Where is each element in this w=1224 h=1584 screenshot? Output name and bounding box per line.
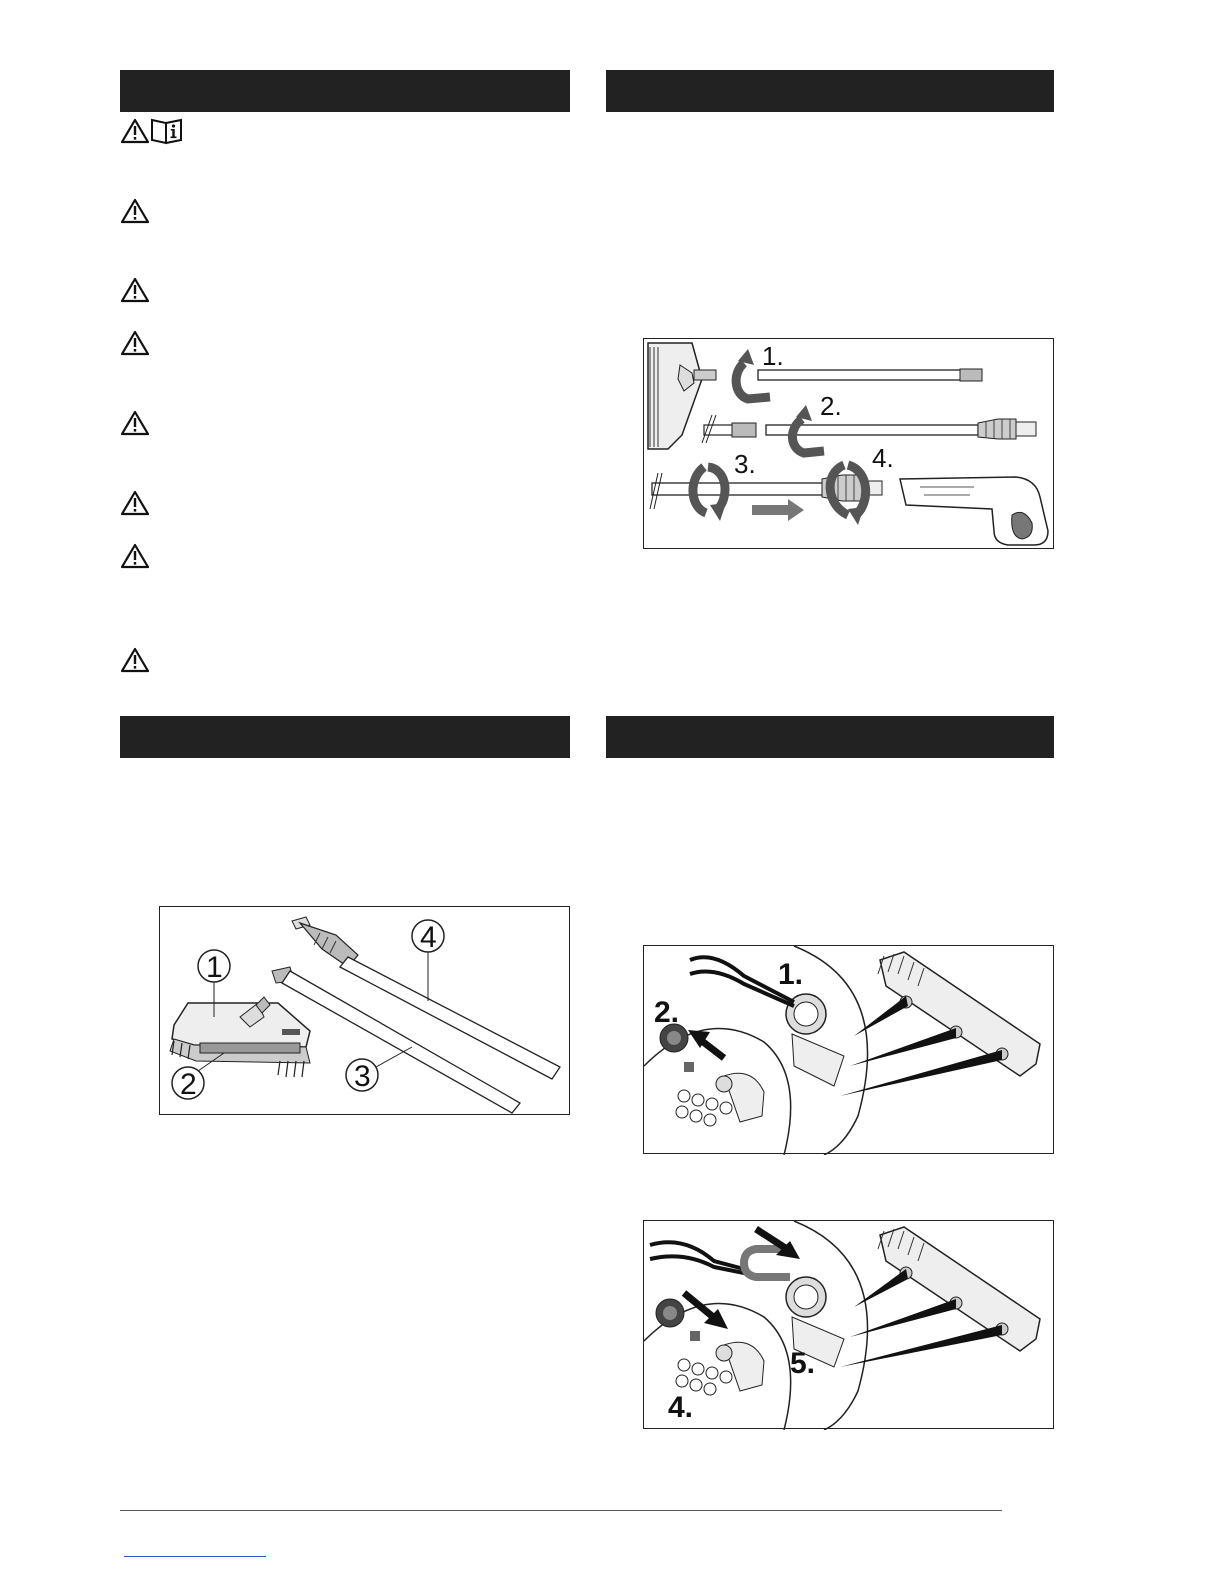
nozzle-remove-illustration — [644, 946, 1055, 1155]
read-manual-icon — [150, 117, 184, 145]
warning-triangle-icon — [120, 118, 150, 144]
step-label: 4. — [668, 1391, 694, 1424]
step-label: 3. — [734, 449, 756, 479]
step-label: 2. — [820, 391, 842, 421]
section-header-assembly — [606, 70, 1054, 112]
footer-rule — [120, 1510, 1002, 1511]
callout-3: 3 — [354, 1060, 371, 1093]
step-label: 5. — [790, 1347, 816, 1380]
callout-4: 4 — [420, 921, 437, 954]
warning-triangle-icon — [120, 277, 150, 303]
section-header-nozzle-change — [606, 716, 1054, 758]
nozzle-insert-illustration — [644, 1221, 1055, 1430]
warning-triangle-icon — [120, 647, 150, 673]
assembly-figure — [643, 338, 1054, 549]
step-label: 1. — [762, 341, 784, 371]
warning-triangle-icon — [120, 490, 150, 516]
section-header-parts — [120, 716, 570, 758]
step-label: 4. — [872, 443, 894, 473]
callout-2: 2 — [180, 1068, 197, 1101]
section-header-safety — [120, 70, 570, 112]
assembly-illustration — [644, 339, 1055, 550]
nozzle-remove-figure — [643, 945, 1054, 1154]
step-label: 2. — [654, 996, 680, 1029]
warning-triangle-icon — [120, 543, 150, 569]
footer-link-underline[interactable] — [124, 1556, 266, 1557]
warning-triangle-icon — [120, 410, 150, 436]
parts-illustration — [160, 907, 571, 1116]
parts-figure — [159, 906, 570, 1115]
step-label: 1. — [778, 958, 804, 991]
nozzle-insert-figure — [643, 1220, 1054, 1429]
warning-triangle-icon — [120, 330, 150, 356]
callout-1: 1 — [206, 951, 223, 984]
warning-triangle-icon — [120, 198, 150, 224]
